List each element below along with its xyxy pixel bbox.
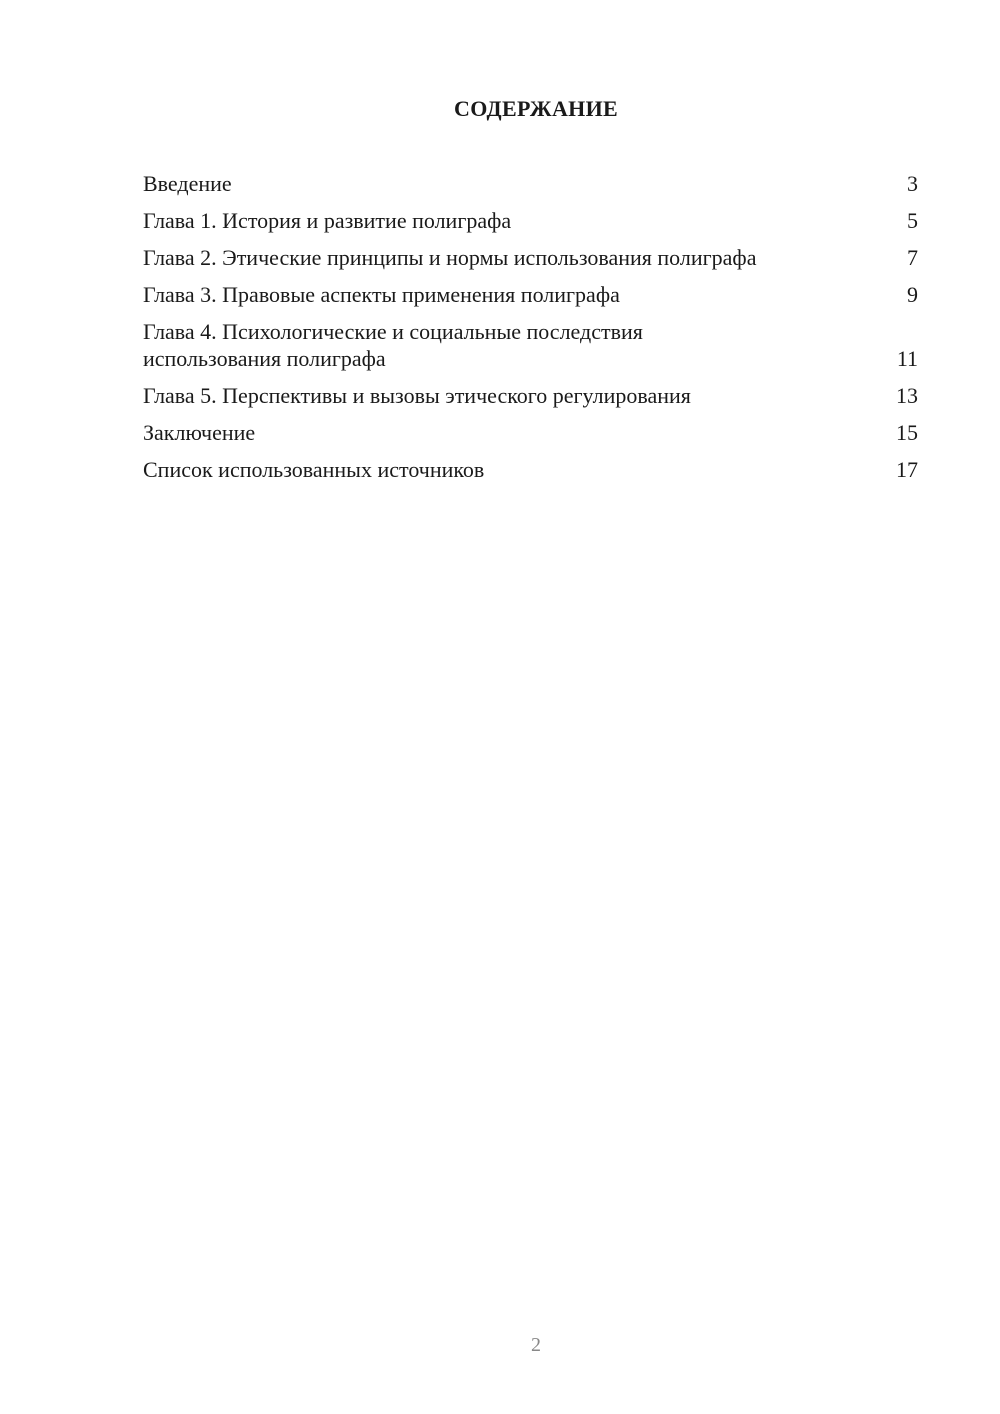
toc-entry-conclusion [143, 419, 918, 446]
page-number: 2 [531, 1334, 541, 1356]
toc-entry-text: Глава 5. Перспективы и вызовы этического регулирования [143, 383, 691, 408]
toc-entry-page: 9 [907, 282, 918, 307]
toc-entry-page: 11 [896, 346, 918, 371]
toc-entry-chapter-1 [143, 207, 918, 234]
toc-list [143, 170, 918, 493]
toc-entry-chapter-3 [143, 281, 918, 308]
toc-entry-page: 17 [896, 457, 918, 482]
toc-title: СОДЕРЖАНИЕ [454, 96, 618, 121]
toc-entry-page: 15 [896, 420, 918, 445]
toc-entry-text: Список использованных источников [143, 457, 485, 482]
toc-entry-text: Введение [143, 171, 232, 196]
toc-entry-introduction [143, 170, 918, 197]
toc-entry-page: 3 [907, 171, 918, 196]
toc-entry-text: Глава 1. История и развитие полиграфа [143, 208, 512, 233]
toc-entry-chapter-4 [143, 318, 918, 372]
toc-entry-text: Глава 2. Этические принципы и нормы использования полиграфа [143, 245, 757, 270]
toc-entry-text: Глава 3. Правовые аспекты применения полиграфа [143, 282, 620, 307]
toc-entry-chapter-5 [143, 382, 918, 409]
toc-entry-page: 13 [896, 383, 918, 408]
toc-entry-page: 5 [907, 208, 918, 233]
toc-entry-chapter-2 [143, 244, 918, 271]
toc-entry-page: 7 [907, 245, 918, 270]
toc-entry-text: Глава 4. Психологические и социальные последствия использования полиграфа [143, 319, 643, 371]
toc-entry-text: Заключение [143, 420, 256, 445]
toc-entry-references [143, 456, 918, 483]
